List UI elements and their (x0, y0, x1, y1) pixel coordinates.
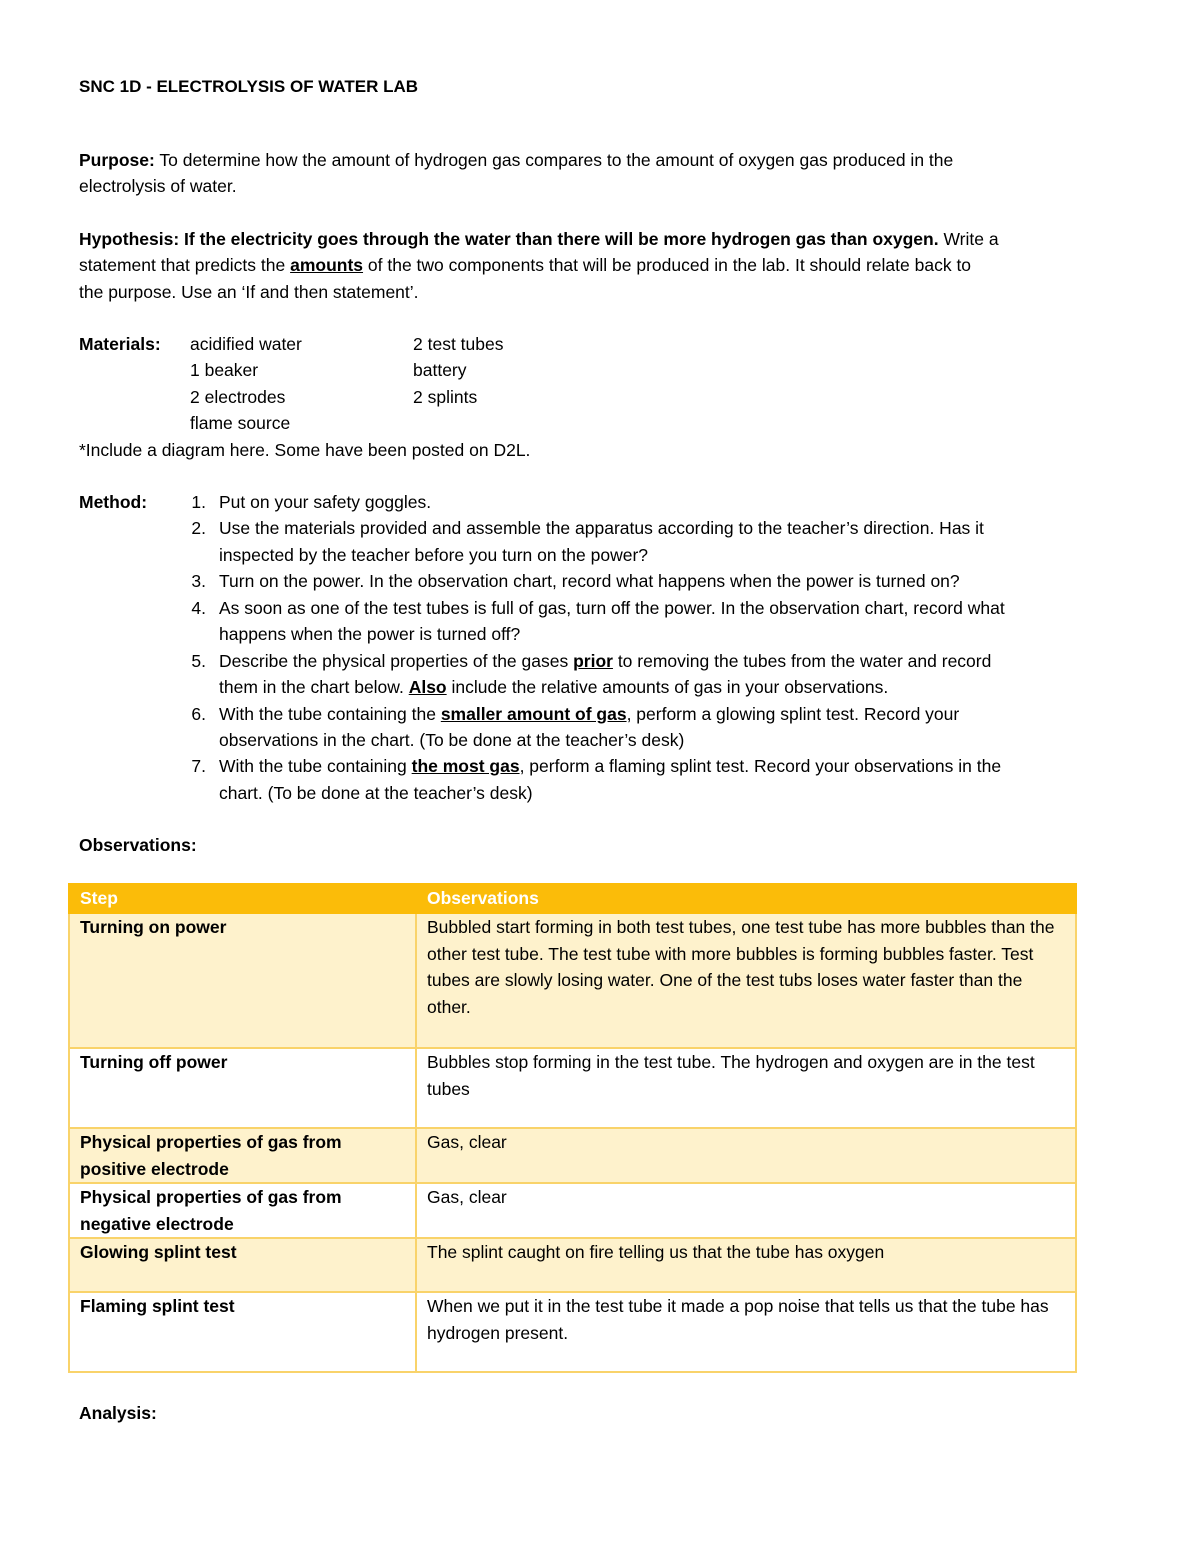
analysis-label: Analysis: (79, 1403, 157, 1423)
observation-cell: Bubbles stop forming in the test tube. The hydrogen and oxygen are in the test tubes (416, 1048, 1076, 1128)
table-row (69, 1238, 1076, 1292)
hypothesis-text-2b: of the two components that will be produced in the lab. It should relate back to (363, 255, 972, 275)
purpose-label: Purpose: (79, 150, 155, 170)
table-row (69, 1292, 1076, 1372)
observation-cell: Bubbled start forming in both test tubes, one test tube has more bubbles than the other test tube. The test tube with more bubbles is forming bubbles faster. Test tubes are slowly losing water. One of the test tubs loses water faster than the other. (416, 913, 1076, 1048)
method-step-number: 5. (191, 651, 206, 671)
materials-note: *Include a diagram here. Some have been posted on D2L. (79, 440, 531, 460)
material-item: 2 test tubes (413, 334, 504, 354)
material-item: 2 splints (413, 387, 478, 407)
step-text-part: , perform a glowing splint test. Record your (626, 704, 960, 724)
method-step-text: inspected by the teacher before you turn on the power? (219, 545, 649, 565)
step-text-part: Describe the physical properties of the gases (219, 651, 574, 671)
document-title: SNC 1D - ELECTROLYSIS OF WATER LAB (79, 77, 419, 96)
method-step-text (219, 648, 991, 674)
hypothesis-text-1: Write a (938, 229, 999, 249)
method-step-number: 6. (191, 704, 206, 724)
material-item: acidified water (190, 334, 302, 354)
step-emphasis: prior (573, 651, 613, 671)
method-step-text: Turn on the power. In the observation chart, record what happens when the power is turned on? (219, 571, 960, 591)
material-item: 1 beaker (190, 360, 259, 380)
method-step-text: Put on your safety goggles. (219, 492, 432, 512)
method-step-number: 2. (191, 518, 206, 538)
header-step: Step (69, 884, 416, 913)
step-cell: Physical properties of gas from negative electrode (69, 1183, 416, 1238)
observations-label: Observations: (79, 835, 197, 855)
observations-table (68, 883, 1077, 1373)
material-item: battery (413, 360, 467, 380)
step-cell: Turning on power (69, 913, 416, 1048)
step-emphasis: smaller amount of gas (440, 704, 627, 724)
method-step-text: observations in the chart. (To be done at the teacher’s desk) (219, 730, 685, 750)
observation-cell: When we put it in the test tube it made a pop noise that tells us that the tube has hydrogen present. (416, 1292, 1076, 1372)
materials-label: Materials: (79, 334, 161, 354)
observation-cell: The splint caught on fire telling us that the tube has oxygen (416, 1238, 1076, 1292)
hypothesis-line-1 (79, 226, 999, 252)
header-observations: Observations (416, 884, 1076, 913)
method-step-text: happens when the power is turned off? (219, 624, 521, 644)
method-step-number: 1. (191, 492, 206, 512)
table-row (69, 913, 1076, 1048)
method-step-text: chart. (To be done at the teacher’s desk) (219, 783, 533, 803)
step-cell: Glowing splint test (69, 1238, 416, 1292)
hypothesis-label: Hypothesis: If the electricity goes through the water than there will be more hydrogen gas than oxygen. (79, 229, 939, 249)
observation-cell: Gas, clear (416, 1128, 1076, 1183)
step-text-part: , perform a flaming splint test. Record your observations in the (519, 756, 1002, 776)
purpose-line-1 (79, 147, 953, 173)
hypothesis-line-2 (79, 252, 971, 278)
table-row (69, 1048, 1076, 1128)
step-text-part: include the relative amounts of gas in your observations. (446, 677, 889, 697)
purpose-line-2: electrolysis of water. (79, 176, 237, 196)
step-text-part: With the tube containing (219, 756, 412, 776)
step-text-part: With the tube containing the (219, 704, 441, 724)
step-text-part: them in the chart below. (219, 677, 409, 697)
method-step-text (219, 674, 888, 700)
step-emphasis: the most gas (411, 756, 520, 776)
method-step-number: 3. (191, 571, 206, 591)
material-item: flame source (190, 413, 291, 433)
step-cell: Turning off power (69, 1048, 416, 1128)
observation-cell: Gas, clear (416, 1183, 1076, 1238)
material-item: 2 electrodes (190, 387, 286, 407)
step-cell: Physical properties of gas from positive electrode (69, 1128, 416, 1183)
table-header-row (69, 884, 1076, 913)
method-label: Method: (79, 492, 148, 512)
method-step-text: Use the materials provided and assemble the apparatus according to the teacher’s direction. Has it (219, 518, 984, 538)
method-step-text (219, 701, 959, 727)
method-step-number: 4. (191, 598, 206, 618)
method-step-text (219, 753, 1001, 779)
method-step-number: 7. (191, 756, 206, 776)
step-cell: Flaming splint test (69, 1292, 416, 1372)
hypothesis-line-3: the purpose. Use an ‘If and then statement’. (79, 282, 419, 302)
table-row (69, 1183, 1076, 1238)
hypothesis-emphasis: amounts (290, 255, 364, 275)
step-text-part: to removing the tubes from the water and record (612, 651, 992, 671)
table-row (69, 1128, 1076, 1183)
hypothesis-text-2a: statement that predicts the (79, 255, 291, 275)
purpose-text-1: To determine how the amount of hydrogen gas compares to the amount of oxygen gas produced in the (154, 150, 954, 170)
method-step-text: As soon as one of the test tubes is full of gas, turn off the power. In the observation chart, record what (219, 598, 1005, 618)
step-emphasis: Also (408, 677, 447, 697)
